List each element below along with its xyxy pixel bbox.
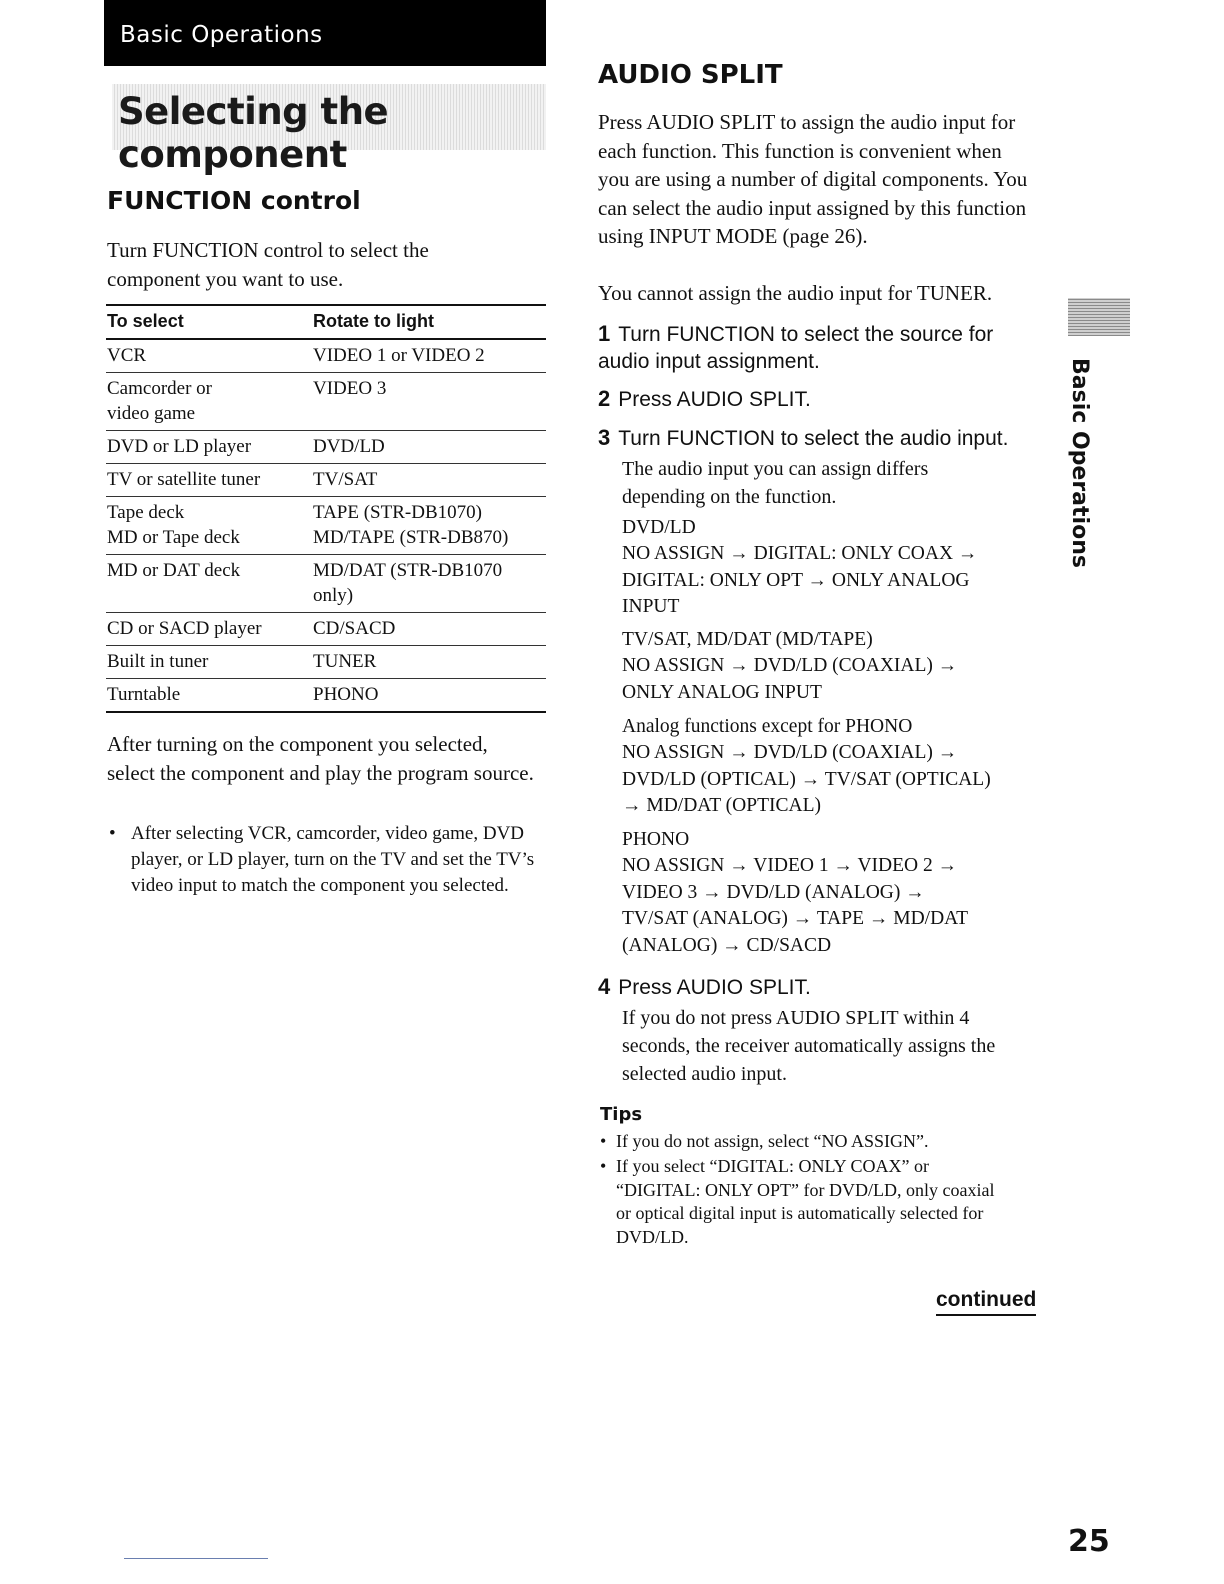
audio-split-heading: AUDIO SPLIT bbox=[598, 60, 783, 90]
group-name: TV/SAT, MD/DAT (MD/TAPE) bbox=[622, 629, 873, 650]
page-title: Selecting the component bbox=[118, 90, 389, 176]
table-cell-light: MD/DAT (STR-DB1070 only) bbox=[313, 560, 503, 606]
section-header-band bbox=[104, 0, 546, 66]
table-cell-light: VIDEO 1 or VIDEO 2 bbox=[313, 345, 485, 366]
table-cell-light: DVD/LD bbox=[313, 436, 385, 457]
table-row bbox=[106, 646, 546, 679]
side-tab-text: Basic Operations bbox=[1067, 358, 1092, 568]
table-cell-select: DVD or LD player bbox=[107, 436, 252, 457]
tip-text: If you do not assign, select “NO ASSIGN”. bbox=[616, 1131, 929, 1151]
table-cell-light: TUNER bbox=[313, 651, 377, 672]
group-sequence: NO ASSIGN → DVD/LD (COAXIAL) → DVD/LD (OPTICAL) → TV/SAT (OPTICAL) → MD/DAT (OPTICAL) bbox=[622, 742, 991, 816]
table-cell-light: TV/SAT bbox=[313, 469, 378, 490]
bullet-item bbox=[109, 821, 541, 899]
table-row bbox=[106, 340, 546, 373]
table-row bbox=[106, 373, 546, 431]
table-cell-select: TV or satellite tuner bbox=[107, 469, 261, 490]
step-1 bbox=[598, 320, 1018, 375]
side-tab-label bbox=[1060, 358, 1100, 568]
bullet-dot: • bbox=[600, 1156, 607, 1176]
step-number: 4 bbox=[598, 974, 611, 999]
group-sequence: NO ASSIGN → DVD/LD (COAXIAL) → ONLY ANALOG INPUT bbox=[622, 655, 958, 703]
tip-text: If you select “DIGITAL: ONLY COAX” or “DIGITAL: ONLY OPT” for DVD/LD, only coaxial or optical digital input is automatically selected for DVD/LD. bbox=[616, 1156, 995, 1247]
section-label: Basic Operations bbox=[120, 22, 323, 48]
table-row bbox=[106, 555, 546, 613]
table-cell-select: CD or SACD player bbox=[107, 618, 262, 639]
audio-split-note: You cannot assign the audio input for TUNER. bbox=[598, 281, 993, 305]
table-row bbox=[106, 431, 546, 464]
audio-split-intro: Press AUDIO SPLIT to assign the audio input for each function. This function is convenient when you are using a number of digital components. You can select the audio input assigned by this function using INPUT MODE (page 26). bbox=[598, 110, 1028, 248]
tips-heading: Tips bbox=[600, 1104, 643, 1125]
table-cell-select: Built in tuner bbox=[107, 651, 209, 672]
footer-rule bbox=[124, 1558, 268, 1559]
step-text: Turn FUNCTION to select the audio input. bbox=[618, 427, 1009, 450]
page-title-box bbox=[112, 84, 546, 176]
function-control-heading: FUNCTION control bbox=[107, 186, 361, 215]
group-sequence: NO ASSIGN → DIGITAL: ONLY COAX → DIGITAL: ONLY OPT → ONLY ANALOG INPUT bbox=[622, 543, 978, 617]
step-number: 3 bbox=[598, 425, 611, 450]
table-row bbox=[106, 464, 546, 497]
step-4 bbox=[598, 973, 811, 1001]
table-header-row bbox=[106, 306, 546, 340]
after-turning-text: After turning on the component you selected, select the component and play the program source. bbox=[107, 732, 534, 785]
step-text: Press AUDIO SPLIT. bbox=[618, 388, 811, 411]
step-text: Press AUDIO SPLIT. bbox=[618, 976, 811, 999]
table-cell-select: VCR bbox=[107, 345, 147, 366]
table-cell-light: PHONO bbox=[313, 684, 379, 705]
page-number: 25 bbox=[1068, 1524, 1110, 1559]
bullet-dot: • bbox=[600, 1131, 607, 1151]
table-row bbox=[106, 613, 546, 646]
table-header-select: To select bbox=[107, 311, 184, 331]
group-name: Analog functions except for PHONO bbox=[622, 716, 913, 737]
table-cell-select: MD or DAT deck bbox=[107, 560, 241, 581]
group-sequence: NO ASSIGN → VIDEO 1 → VIDEO 2 → VIDEO 3 → DVD/LD (ANALOG) → TV/SAT (ANALOG) → TAPE → MD/DAT (ANALOG) → CD/SACD bbox=[622, 855, 969, 956]
bullet-text: After selecting VCR, camcorder, video game, DVD player, or LD player, turn on the TV and set the TV’s video input to match the component you selected. bbox=[131, 823, 535, 896]
tip-item bbox=[600, 1155, 1006, 1249]
side-tab-marker bbox=[1068, 298, 1130, 336]
table-cell-select: Camcorder or video game bbox=[107, 378, 212, 424]
table-header-light: Rotate to light bbox=[313, 311, 434, 331]
step-2 bbox=[598, 385, 811, 413]
function-table bbox=[106, 304, 546, 713]
tip-item bbox=[600, 1129, 1006, 1153]
function-intro: Turn FUNCTION control to select the component you want to use. bbox=[107, 238, 429, 291]
bullet-dot: • bbox=[109, 823, 116, 844]
table-cell-light: CD/SACD bbox=[313, 618, 396, 639]
step-3 bbox=[598, 424, 1008, 452]
step-4-body: If you do not press AUDIO SPLIT within 4 seconds, the receiver automatically assigns the selected audio input. bbox=[622, 1007, 996, 1085]
group-name: DVD/LD bbox=[622, 517, 696, 538]
step-text: Turn FUNCTION to select the source for audio input assignment. bbox=[598, 323, 994, 373]
step-number: 1 bbox=[598, 321, 611, 346]
continued-label: continued bbox=[936, 1288, 1036, 1316]
step-number: 2 bbox=[598, 386, 611, 411]
table-row bbox=[106, 679, 546, 713]
table-cell-select: Turntable bbox=[107, 684, 181, 705]
step-3-body: The audio input you can assign differs depending on the function. bbox=[622, 458, 929, 508]
table-cell-select: Tape deck MD or Tape deck bbox=[107, 502, 240, 548]
table-row bbox=[106, 497, 546, 555]
table-cell-light: VIDEO 3 bbox=[313, 378, 387, 399]
group-name: PHONO bbox=[622, 829, 690, 850]
table-cell-light: TAPE (STR-DB1070) MD/TAPE (STR-DB870) bbox=[313, 502, 509, 548]
